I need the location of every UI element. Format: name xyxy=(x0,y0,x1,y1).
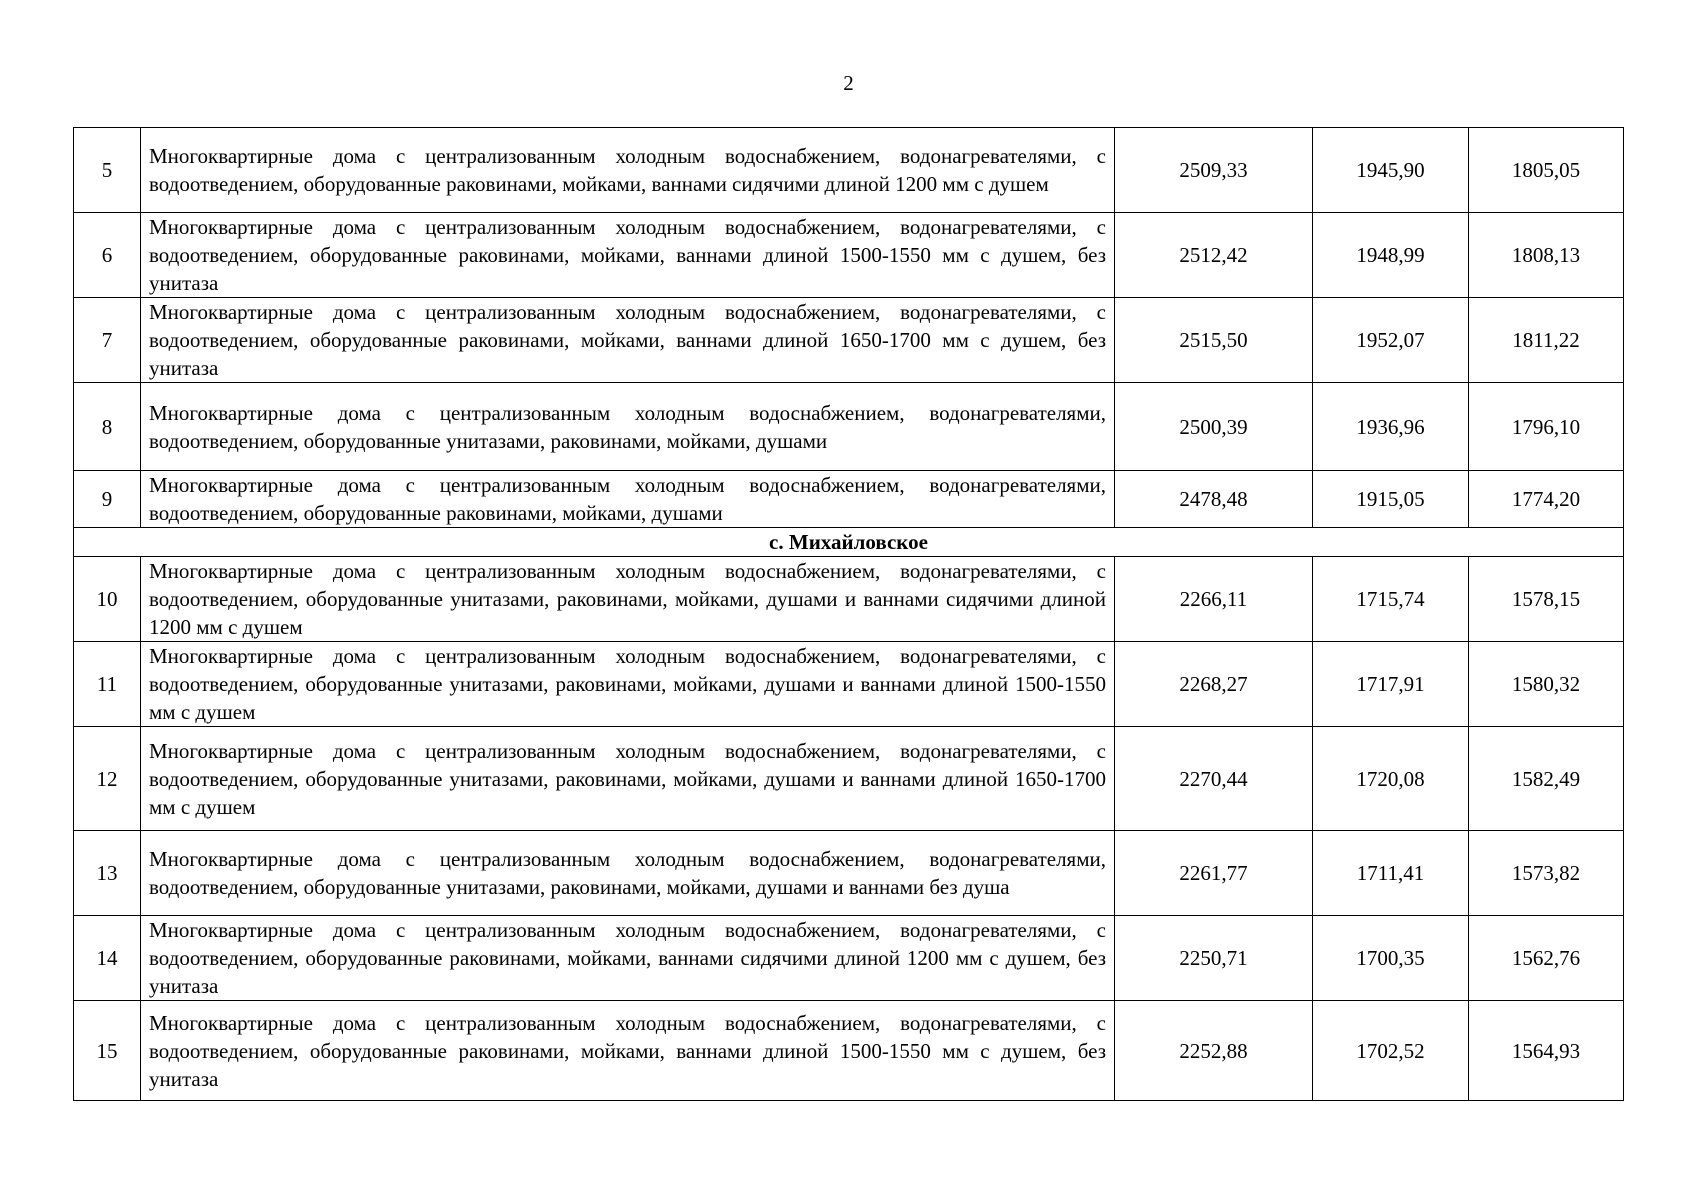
row-description: Многоквартирные дома с централизованным холодным водоснабжением, водонагревателями, с водоотведением, оборудованные унитазами, раковинами, мойками, душами и ваннами длиной 1500-1550 мм с душем xyxy=(141,642,1115,727)
tariff-table xyxy=(73,127,1624,1101)
row-number: 10 xyxy=(74,557,141,642)
row-number: 5 xyxy=(74,128,141,213)
row-value-3: 1562,76 xyxy=(1469,916,1624,1001)
table-row xyxy=(74,727,1624,831)
row-description: Многоквартирные дома с централизованным холодным водоснабжением, водонагревателями, с водоотведением, оборудованные раковинами, мойками, ваннами сидячими длиной 1200 мм с душем xyxy=(141,128,1115,213)
row-description: Многоквартирные дома с централизованным холодным водоснабжением, водонагревателями, с водоотведением, оборудованные раковинами, мойками, ваннами длиной 1500-1550 мм с душем, без унитаза xyxy=(141,213,1115,298)
row-value-1: 2478,48 xyxy=(1115,471,1313,528)
table-row xyxy=(74,642,1624,727)
row-value-3: 1808,13 xyxy=(1469,213,1624,298)
section-title: с. Михайловское xyxy=(74,528,1624,557)
row-description: Многоквартирные дома с централизованным холодным водоснабжением, водонагревателями, с водоотведением, оборудованные унитазами, раковинами, мойками, душами и ваннами сидячими длиной 1200 мм с душем xyxy=(141,557,1115,642)
row-value-2: 1915,05 xyxy=(1313,471,1469,528)
row-number: 13 xyxy=(74,831,141,916)
row-description: Многоквартирные дома с централизованным холодным водоснабжением, водонагревателями, с водоотведением, оборудованные раковинами, мойками, ваннами сидячими длиной 1200 мм с душем, без унитаза xyxy=(141,916,1115,1001)
table-row xyxy=(74,128,1624,213)
row-value-2: 1702,52 xyxy=(1313,1001,1469,1101)
row-description: Многоквартирные дома с централизованным холодным водоснабжением, водонагревателями, водоотведением, оборудованные раковинами, мойками, душами xyxy=(141,471,1115,528)
table-row xyxy=(74,1001,1624,1101)
table-row xyxy=(74,298,1624,383)
table-row xyxy=(74,383,1624,471)
row-value-1: 2509,33 xyxy=(1115,128,1313,213)
row-value-1: 2515,50 xyxy=(1115,298,1313,383)
row-number: 7 xyxy=(74,298,141,383)
row-value-3: 1774,20 xyxy=(1469,471,1624,528)
row-value-1: 2252,88 xyxy=(1115,1001,1313,1101)
table-row xyxy=(74,831,1624,916)
section-row xyxy=(74,528,1624,557)
table-row xyxy=(74,213,1624,298)
row-value-1: 2512,42 xyxy=(1115,213,1313,298)
row-value-2: 1717,91 xyxy=(1313,642,1469,727)
row-value-2: 1945,90 xyxy=(1313,128,1469,213)
row-value-1: 2266,11 xyxy=(1115,557,1313,642)
table-row xyxy=(74,557,1624,642)
row-value-1: 2270,44 xyxy=(1115,727,1313,831)
row-number: 9 xyxy=(74,471,141,528)
row-value-1: 2250,71 xyxy=(1115,916,1313,1001)
row-value-3: 1578,15 xyxy=(1469,557,1624,642)
row-value-2: 1936,96 xyxy=(1313,383,1469,471)
row-value-3: 1573,82 xyxy=(1469,831,1624,916)
row-value-1: 2500,39 xyxy=(1115,383,1313,471)
row-value-1: 2261,77 xyxy=(1115,831,1313,916)
row-value-3: 1580,32 xyxy=(1469,642,1624,727)
row-description: Многоквартирные дома с централизованным холодным водоснабжением, водонагревателями, с водоотведением, оборудованные раковинами, мойками, ваннами длиной 1500-1550 мм с душем, без унитаза xyxy=(141,1001,1115,1101)
table-row xyxy=(74,471,1624,528)
row-description: Многоквартирные дома с централизованным холодным водоснабжением, водонагревателями, водоотведением, оборудованные унитазами, раковинами, мойками, душами xyxy=(141,383,1115,471)
row-number: 15 xyxy=(74,1001,141,1101)
row-number: 8 xyxy=(74,383,141,471)
row-value-2: 1715,74 xyxy=(1313,557,1469,642)
table-row xyxy=(74,916,1624,1001)
row-number: 12 xyxy=(74,727,141,831)
row-number: 14 xyxy=(74,916,141,1001)
row-value-3: 1564,93 xyxy=(1469,1001,1624,1101)
page-number: 2 xyxy=(843,71,854,95)
row-value-2: 1700,35 xyxy=(1313,916,1469,1001)
row-description: Многоквартирные дома с централизованным холодным водоснабжением, водонагревателями, водоотведением, оборудованные унитазами, раковинами, мойками, душами и ваннами без душа xyxy=(141,831,1115,916)
row-value-1: 2268,27 xyxy=(1115,642,1313,727)
row-value-2: 1952,07 xyxy=(1313,298,1469,383)
row-value-3: 1805,05 xyxy=(1469,128,1624,213)
row-value-3: 1582,49 xyxy=(1469,727,1624,831)
row-description: Многоквартирные дома с централизованным холодным водоснабжением, водонагревателями, с водоотведением, оборудованные унитазами, раковинами, мойками, душами и ваннами длиной 1650-1700 мм с душем xyxy=(141,727,1115,831)
row-number: 11 xyxy=(74,642,141,727)
row-value-3: 1796,10 xyxy=(1469,383,1624,471)
row-value-2: 1711,41 xyxy=(1313,831,1469,916)
row-description: Многоквартирные дома с централизованным холодным водоснабжением, водонагревателями, с водоотведением, оборудованные раковинами, мойками, ваннами длиной 1650-1700 мм с душем, без унитаза xyxy=(141,298,1115,383)
row-value-2: 1948,99 xyxy=(1313,213,1469,298)
row-number: 6 xyxy=(74,213,141,298)
row-value-3: 1811,22 xyxy=(1469,298,1624,383)
row-value-2: 1720,08 xyxy=(1313,727,1469,831)
